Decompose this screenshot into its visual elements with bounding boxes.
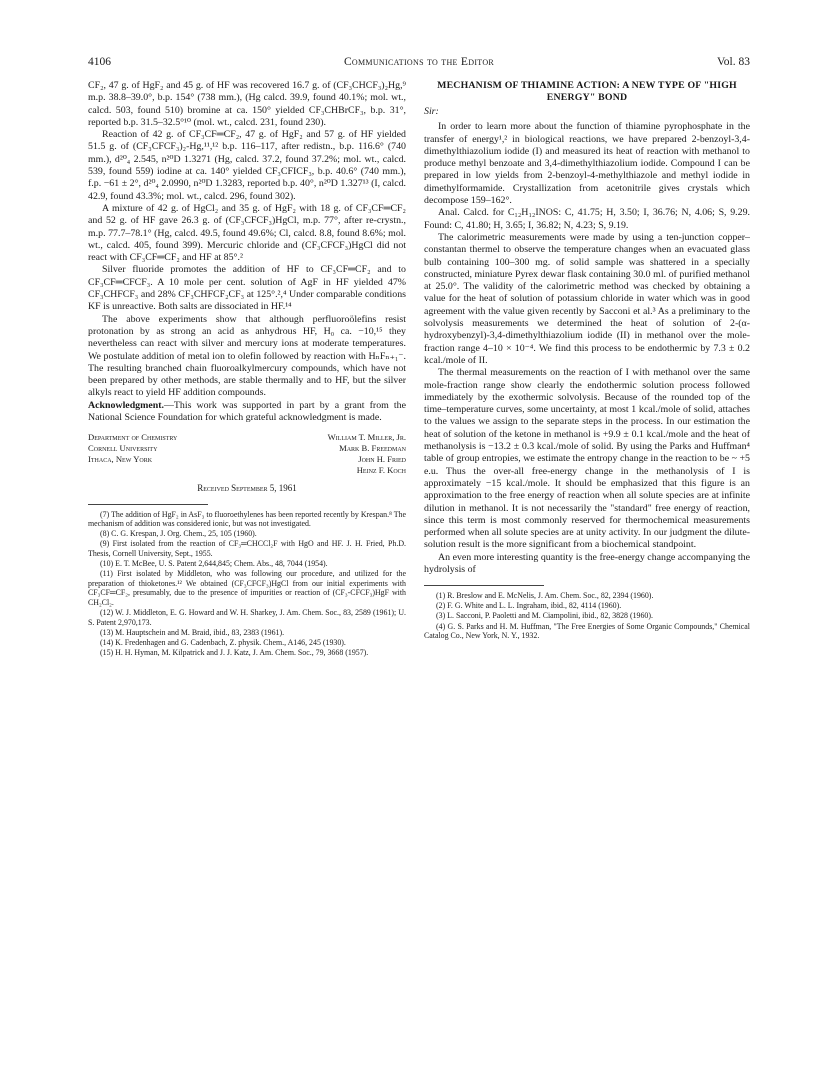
analysis-paragraph: Anal. Calcd. for C₁₂H₁₂INOS: C, 41.75; H, 3.50; I, 36.76; N, 4.06; S, 9.29. Found: C, 41.80; H, 3.65; I, 36.82; N, 4.23; S, 9.19. (424, 207, 750, 231)
author-name: John H. Fried (358, 454, 406, 465)
footnote: (7) The addition of HgF₂ in AsF₃ to fluoroethylenes has been reported recently by Krespan.⁸ The mechanism of addition was considered ionic, but was not investigated. (88, 509, 406, 529)
affiliation-line: Cornell University (88, 443, 158, 454)
paragraph: In order to learn more about the function of thiamine pyrophosphate in the transfer of energy¹,² in biological reactions, we have prepared 2-benzoyl-3,4-dimethylthiazolium iodide (I) and measured its heat of reaction with methanol to produce methyl benzoate and 3,4-dimethylthiazolium iodide. Compound I can be prepared in low yields from 2-benzoyl-4-methylthiazole and methyl iodide in dimethylformamide. Crystallization from acetonitrile gives crystals which decompose 159–162°. (424, 121, 750, 207)
footnote: (14) K. Fredenhagen and G. Cadenbach, Z. physik. Chem., A146, 245 (1930). (100, 637, 346, 647)
volume-label: Vol. 83 (716, 56, 750, 68)
left-footnotes (88, 510, 406, 658)
footnote: (1) R. Breslow and E. McNelis, J. Am. Chem. Soc., 82, 2394 (1960). (436, 591, 654, 601)
right-footnotes (424, 591, 750, 640)
footnote: (15) H. H. Hyman, M. Kilpatrick and J. J. Katz, J. Am. Chem. Soc., 79, 3668 (1957). (100, 647, 369, 657)
author-name: William T. Miller, Jr. (327, 432, 406, 443)
acknowledgment-text: —This work was supported in part by a grant from the National Science Foundation for which grateful acknowledgment is made. (88, 399, 406, 424)
affiliation (88, 432, 177, 465)
footnote: (9) First isolated from the reaction of CF₃═CHCCl₂F with HgO and HF. J. H. Fried, Ph.D. Thesis, Cornell University, Sept., 1955. (88, 539, 406, 558)
author-name: Mark B. Freedman (339, 443, 406, 454)
author-list (328, 432, 406, 476)
right-column (424, 80, 750, 641)
left-column (88, 80, 406, 658)
signature-block (88, 432, 406, 480)
paragraph: The calorimetric measurements were made by using a ten-junction copper–constantan thermel to observe the temperature changes when an evacuated glass bulb containing 100–300 mg. of solid sample was shattered in a specially constructed, miniature Pyrex dewar flask containing 30.0 ml. of purified methanol at 25.0°. The validity of the calorimetric method was checked by obtaining a value for the heat of solution of potassium chloride in water which was in good agreement with the value given recently by Sacconi et al.³ As a preliminary to the solvolysis measurements we determined the heat of solution of 2-(α-hydroxybenzyl)-3,4-dimethylthiazolium iodide (II) in methanol over the mole-fraction range 4–10 × 10⁻⁴. We find this process to be endothermic by 7.3 ± 0.2 kcal./mole of II. (424, 231, 750, 366)
page-header (88, 56, 750, 74)
paragraph: The thermal measurements on the reaction of I with methanol over the same mole-fraction range show clearly the endothermic solution process followed immediately by the exothermic solvolysis. Because of the rounded top of the time–temperature curves, some uncertainty, at most 1 kcal./mole of solid, attaches to the values we assign to the separate steps in the process. In our estimation the heat of solution of the ketone in methanol is +9.9 ± 0.1 kcal./mole and the heat of methanolysis is −13.2 ± 0.3 kcal./mole of solid. By using the Parks and Huffman⁴ table of group entropies, we estimate the entropy change in the reaction to be ~ +5 e.u. Thus the over-all free-energy change in the methanolysis of I is approximately −15 kcal./mole. It should be emphasized that this figure is an approximation to the free energy of reaction when all solute species are at infinite dilution in methanol. It is not necessarily the "standard" free energy of reaction, since this term is most commonly reserved for thermochemical measurements performed when all solute species are at unity activity. In our judgment the dilute-solution result is the more significant from a biochemical standpoint. (424, 367, 750, 551)
paragraph: A mixture of 42 g. of HgCl₂ and 35 g. of HgF₂ with 18 g. of CF₃CF═CF₂ and 52 g. of HF gave 26.3 g. of (CF₃CFCF₃)HgCl, m.p. 77°, after re-crystn., m.p. 77.7–78.1° (Hg, calcd. 49.5, found 49.6%; Cl, calcd. 8.8, found 8.6%; mol. wt., calcd. 405, found 399). Mercuric chloride and (CF₃CFCF₃)HgCl did not react with CF₃CF═CF₂ and HF at 85°.² (88, 202, 406, 264)
footnote: (11) First isolated by Middleton, who was following our procedure, and utilized for the preparation of thioketones.¹² We obtained (CF₃CFCF₃)HgCl from our initial experiments with CF₃CF═CF₂, presumably, due to the presence of impurities or reaction of (CF₃-CFCF₃)HgF with CH₂Cl₂. (88, 569, 406, 607)
salutation: Sir: (424, 106, 439, 117)
author-name: Heinz F. Koch (356, 465, 406, 476)
footnote: (12) W. J. Middleton, E. G. Howard and W. H. Sharkey, J. Am. Chem. Soc., 83, 2589 (1961); U. S. Patent 2,970,173. (88, 608, 406, 627)
footnote: (2) F. G. White and L. L. Ingraham, ibid., 82, 4114 (1960). (436, 601, 622, 611)
footnote-divider (424, 585, 544, 586)
acknowledgment (88, 400, 406, 425)
affiliation-line: Department of Chemistry (88, 432, 178, 443)
page-number: 4106 (88, 56, 111, 68)
footnote: (4) G. S. Parks and H. M. Huffman, "The Free Energies of Some Organic Compounds," Chemical Catalog Co., New York, N. Y., 1932. (424, 621, 750, 641)
paragraph: Silver fluoride promotes the addition of HF to CF₃CF═CF₂ and to CF₃CF═CFCF₃. A 10 mole per cent. solution of AgF in HF yielded 47% CF₃CHFCF₃ and 28% CF₃CHFCF₂CF₃ at 125°.²,⁴ Under comparable conditions KF is unreactive. Both salts are dissociated in HF.¹⁴ (88, 264, 406, 313)
footnote: (10) E. T. McBee, U. S. Patent 2,644,845; Chem. Abs., 48, 7044 (1954). (100, 559, 328, 569)
paragraph: An even more interesting quantity is the free-energy change accompanying the hydrolysis of (424, 551, 750, 575)
footnote-divider (88, 504, 208, 505)
paragraph: CF₂, 47 g. of HgF₂ and 45 g. of HF was recovered 16.7 g. of (CF₃CHCF₃)₂Hg,⁹ m.p. 38.8–39.0°, b.p. 154° (738 mm.), (Hg calcd. 39.9, found 40.1%; mol. wt., calcd. 503, found 510) bromine at ca. 150° yielded CF₃CHBrCF₃, b.p. 31°, reported b.p. 31.5–32.5°¹⁰ (mol. wt., calcd. 231, found 230). (88, 80, 406, 128)
footnote: (8) C. G. Krespan, J. Org. Chem., 25, 105 (1960). (100, 529, 257, 539)
footnote: (3) L. Sacconi, P. Paoletti and M. Ciampolini, ibid., 82, 3828 (1960). (436, 611, 653, 621)
footnote: (13) M. Hauptschein and M. Braid, ibid., 83, 2383 (1961). (100, 627, 285, 637)
article-title: MECHANISM OF THIAMINE ACTION: A NEW TYPE OF "HIGH ENERGY" BOND (437, 80, 737, 103)
affiliation-line: Ithaca, New York (88, 454, 153, 465)
running-title: Communications to the Editor (343, 56, 495, 68)
paragraph: The above experiments show that although perfluoroölefins resist protonation by as strong an acid as anhydrous HF, H₀ ca. −10,¹⁵ they nevertheless can react with silver and mercury ions at moderate temperatures. We postulate addition of metal ion to olefin followed by reaction with HₙFₙ₊₁⁻. The resulting branched chain fluoroalkylmercury compounds, which have not been prepared by other methods, are stable thermally and to HF, but the silver alkyls react to yield HF addition compounds. (88, 313, 406, 399)
paragraph: Reaction of 42 g. of CF₃CF═CF₂, 47 g. of HgF₂ and 57 g. of HF yielded 51.5 g. of (CF₃CFCF₃)₂-Hg,¹¹,¹² b.p. 116–117, after redistn., b.p. 116.6° (740 mm.), d²⁰₄ 2.545, n²⁰D 1.3271 (Hg, calcd. 37.2, found 37.2%; mol. wt., calcd. 539, found 559) iodine at ca. 140° yielded CF₃CFICF₃, b.p. 40.6° (740 mm.), f.p. −61 ± 2°, d²⁰₄ 2.0990, n²⁰D 1.3283, reported b.p. 40°, n²⁰D 1.327¹³ (I, calcd. 42.9, found 43.3%; mol. wt., calcd. 296, found 302). (88, 129, 406, 202)
acknowledgment-heading: Acknowledgment. (88, 399, 164, 411)
received-date: Received September 5, 1961 (197, 483, 297, 494)
